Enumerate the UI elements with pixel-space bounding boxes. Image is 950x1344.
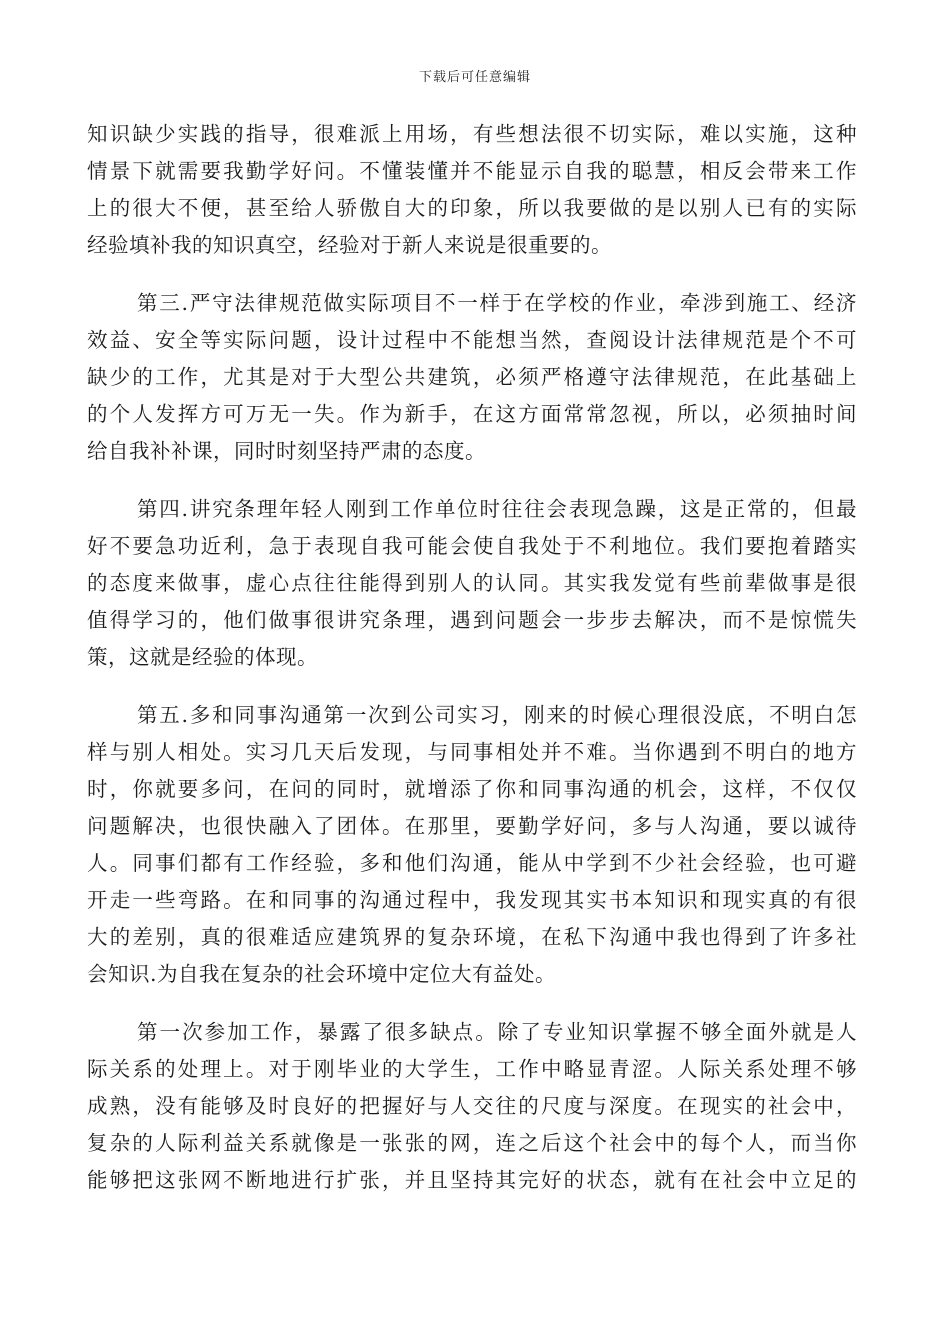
text-line: 第三.严守法律规范做实际项目不一样于在学校的作业，牵涉到施工、经济 bbox=[137, 291, 857, 315]
text-line: 的个人发挥方可万无一失。作为新手，在这方面常常忽视，所以，必须抽时间 bbox=[87, 402, 857, 426]
text-line: 问题解决，也很快融入了团体。在那里，要勤学好问，多与人沟通，要以诚待 bbox=[87, 814, 857, 838]
text-line: 效益、安全等实际问题，设计过程中不能想当然，查阅设计法律规范是个不可 bbox=[87, 328, 857, 352]
paragraph-first-work bbox=[87, 1014, 857, 1199]
text-line: 值得学习的，他们做事很讲究条理，遇到问题会一步步去解决，而不是惊慌失 bbox=[87, 608, 857, 632]
text-line: 开走一些弯路。在和同事的沟通过程中，我发现其实书本知识和现实真的有很 bbox=[87, 888, 857, 912]
text-line: 会知识.为自我在复杂的社会环境中定位大有益处。 bbox=[87, 962, 557, 986]
text-line: 给自我补补课，同时时刻坚持严肃的态度。 bbox=[87, 439, 486, 463]
text-line: 样与别人相处。实习几天后发现，与同事相处并不难。当你遇到不明白的地方 bbox=[87, 740, 857, 764]
paragraph-fourth bbox=[87, 491, 857, 676]
page-header: 下载后可任意编辑 bbox=[418, 70, 531, 85]
text-line: 际关系的处理上。对于刚毕业的大学生，工作中略显青涩。人际关系处理不够 bbox=[87, 1057, 857, 1081]
document-body bbox=[87, 116, 857, 1220]
text-line: 好不要急功近利，急于表现自我可能会使自我处于不利地位。我们要抱着踏实 bbox=[87, 534, 857, 558]
text-line: 情景下就需要我勤学好问。不懂装懂并不能显示自我的聪慧，相反会带来工作 bbox=[87, 159, 857, 183]
text-line: 复杂的人际利益关系就像是一张张的网，连之后这个社会中的每个人，而当你 bbox=[87, 1131, 857, 1155]
text-line: 第五.多和同事沟通第一次到公司实习，刚来的时候心理很没底，不明白怎 bbox=[137, 703, 857, 727]
paragraph-third bbox=[87, 285, 857, 470]
text-line: 策，这就是经验的体现。 bbox=[87, 645, 318, 669]
text-line: 成熟，没有能够及时良好的把握好与人交往的尺度与深度。在现实的社会中， bbox=[87, 1094, 857, 1118]
text-line: 时，你就要多问，在问的同时，就增添了你和同事沟通的机会，这样，不仅仅 bbox=[87, 777, 857, 801]
text-line: 的态度来做事，虚心点往往能得到别人的认同。其实我发觉有些前辈做事是很 bbox=[87, 571, 857, 595]
text-line: 大的差别，真的很难适应建筑界的复杂环境，在私下沟通中我也得到了许多社 bbox=[87, 925, 857, 949]
text-line: 第一次参加工作，暴露了很多缺点。除了专业知识掌握不够全面外就是人 bbox=[137, 1020, 857, 1044]
text-line: 上的很大不便，甚至给人骄傲自大的印象，所以我要做的是以别人已有的实际 bbox=[87, 196, 857, 220]
text-line: 能够把这张网不断地进行扩张，并且坚持其完好的状态，就有在社会中立足的 bbox=[87, 1168, 857, 1192]
text-line: 知识缺少实践的指导，很难派上用场，有些想法很不切实际，难以实施，这种 bbox=[87, 122, 857, 146]
text-line: 人。同事们都有工作经验，多和他们沟通，能从中学到不少社会经验，也可避 bbox=[87, 851, 857, 875]
text-line: 第四.讲究条理年轻人刚到工作单位时往往会表现急躁，这是正常的，但最 bbox=[137, 497, 857, 521]
paragraph-fifth bbox=[87, 697, 857, 993]
text-line: 缺少的工作，尤其是对于大型公共建筑，必须严格遵守法律规范，在此基础上 bbox=[87, 365, 857, 389]
text-line: 经验填补我的知识真空，经验对于新人来说是很重要的。 bbox=[87, 233, 612, 257]
paragraph-continuation bbox=[87, 116, 857, 264]
